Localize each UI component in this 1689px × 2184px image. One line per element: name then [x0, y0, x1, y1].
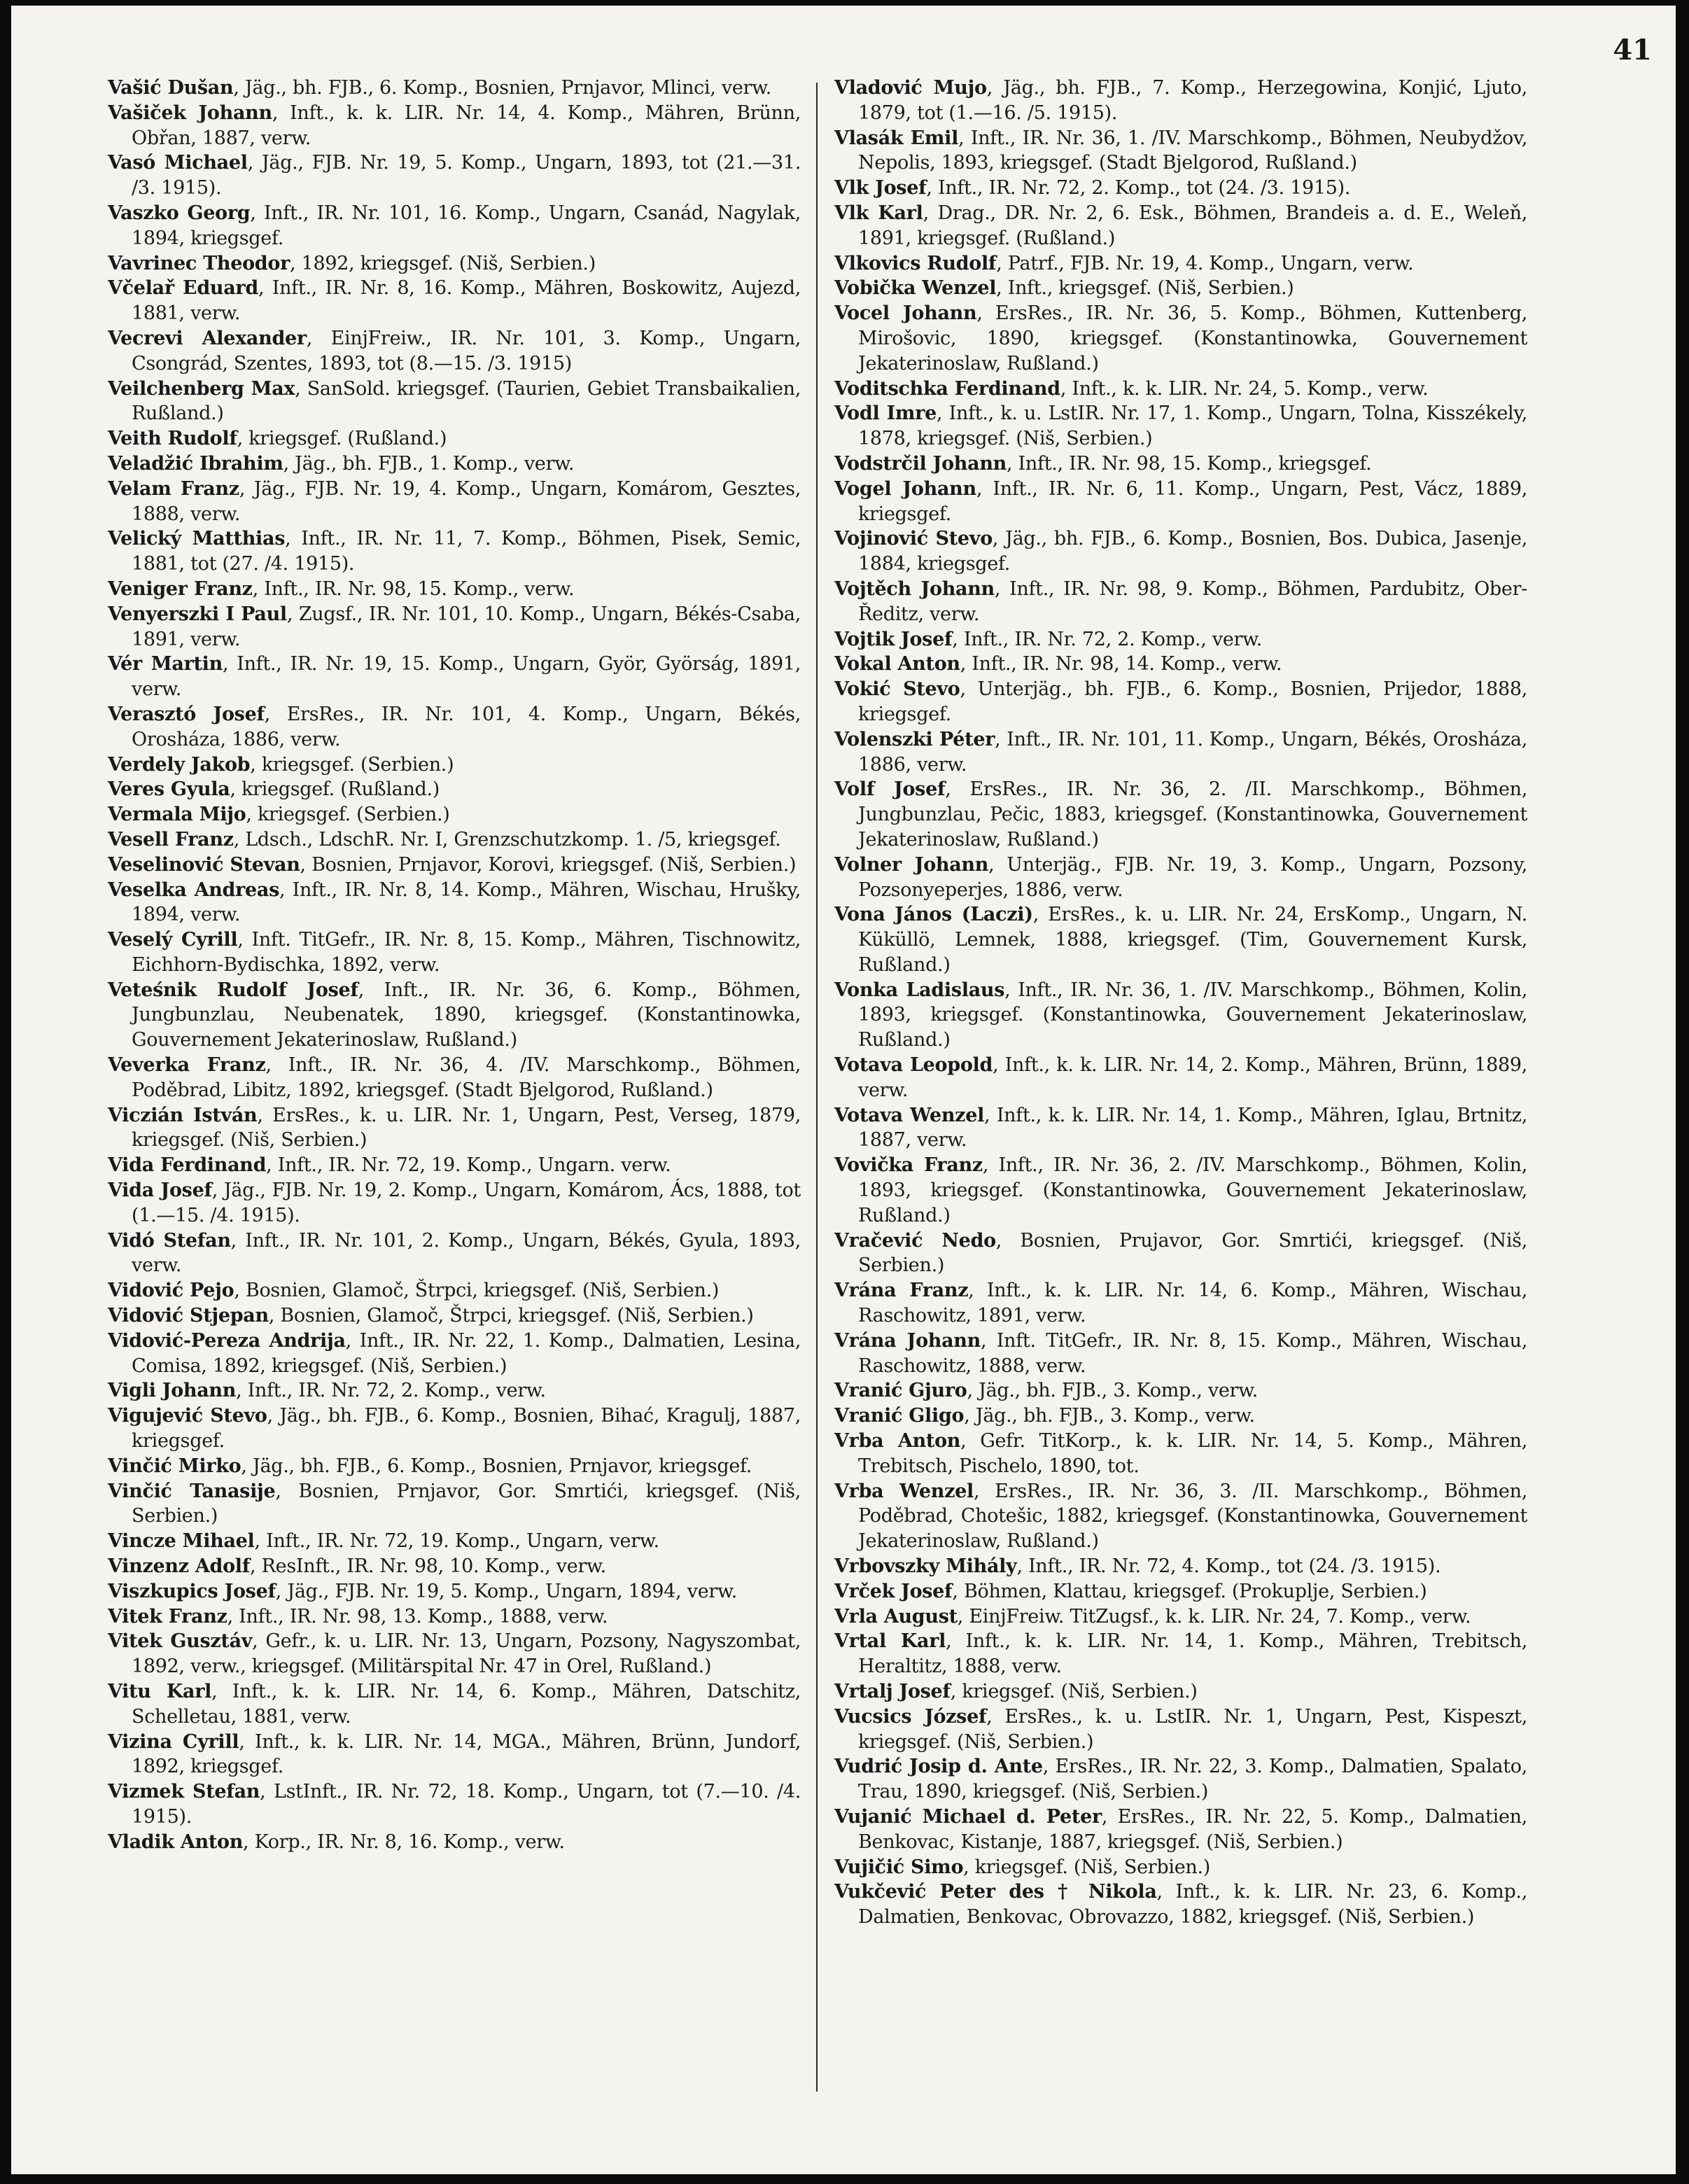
list-entry [108, 76, 801, 101]
entry-details: , Inft., IR. Nr. 36, 1. /IV. Marschkomp., Böhmen, Neubydžov, Nepolis, 1893, kriegsgef. (Stadt Bjelgorod, Rußland.) [858, 127, 1527, 174]
entry-name: Vinčić Mirko [108, 1455, 241, 1477]
entry-details: , Inft., IR. Nr. 72, 2. Komp., verw. [236, 1380, 546, 1402]
entry-name: Vona János (Laczi) [834, 904, 1033, 926]
list-entry [834, 1404, 1527, 1429]
list-entry [108, 1579, 801, 1604]
list-entry [108, 326, 801, 377]
list-entry [108, 978, 801, 1053]
entry-name: Vidó Stefan [108, 1229, 231, 1252]
entry-details: , kriegsgef. (Serbien.) [246, 804, 450, 826]
entry-details: , ErsRes., IR. Nr. 36, 3. /II. Marschkomp., Böhmen, Poděbrad, Chotešic, 1882, kriegsgef. (Konstantinowka, Gouvernement Jekaterinoslaw, Rußland.) [858, 1480, 1527, 1553]
list-entry [834, 1754, 1527, 1805]
entry-details: , kriegsgef. (Rußland.) [230, 778, 440, 801]
list-entry [834, 1378, 1527, 1404]
entry-details: , Inft., IR. Nr. 101, 16. Komp., Ungarn, Csanád, Nagylak, 1894, kriegsgef. [132, 202, 801, 249]
entry-details: , Jäg., bh. FJB., 3. Komp., verw. [964, 1405, 1255, 1427]
entry-name: Vavrinec Theodor [108, 252, 290, 274]
entry-name: Veilchenberg Max [108, 377, 295, 400]
entry-name: Vaszko Georg [108, 202, 251, 224]
entry-details: , Inft., IR. Nr. 72, 2. Komp., verw. [952, 628, 1262, 650]
entry-name: Vlasák Emil [834, 127, 959, 149]
entry-details: , Inft., IR. Nr. 72, 2. Komp., tot (24. /3. 1915). [926, 177, 1351, 200]
list-entry [834, 1679, 1527, 1704]
list-entry [834, 1479, 1527, 1554]
list-entry [834, 1053, 1527, 1103]
entry-name: Vašiček Johann [108, 102, 272, 124]
entry-details: , Inft. TitGefr., IR. Nr. 8, 15. Komp., Mähren, Wischau, Raschowitz, 1888, verw. [858, 1329, 1528, 1377]
entry-details: , Patrf., FJB. Nr. 19, 4. Komp., Ungarn, verw. [996, 252, 1414, 274]
entry-name: Veselinović Stevan [108, 853, 300, 876]
list-entry [108, 150, 801, 201]
list-entry [108, 1629, 801, 1679]
list-entry [834, 176, 1527, 201]
entry-details: , Jäg., bh. FJB., 3. Komp., verw. [967, 1380, 1259, 1402]
entry-details: , Unterjäg., FJB. Nr. 19, 3. Komp., Ungarn, Pozsony, Pozsonyeperjes, 1886, verw. [858, 853, 1527, 901]
entry-details: , Böhmen, Klattau, kriegsgef. (Prokuplje, Serbien.) [952, 1580, 1427, 1602]
list-entry [108, 802, 801, 827]
entry-details: , Jäg., bh. FJB., 7. Komp., Herzegowina, Konjić, Ljuto, 1879, tot (1.—16. /5. 1915). [858, 77, 1527, 124]
entry-details: , Jäg., bh. FJB., 6. Komp., Bosnien, Bos. Dubica, Jasenje, 1884, kriegsgef. [858, 528, 1527, 575]
entry-details: , ErsRes., IR. Nr. 36, 5. Komp., Böhmen, Kuttenberg, Mirošovic, 1890, kriegsgef. (Konstantinowka, Gouvernement Jekaterinoslaw, Rußland.) [858, 302, 1528, 374]
list-entry [108, 1278, 801, 1303]
entry-name: Viszkupics Josef [108, 1580, 276, 1602]
entry-name: Venyerszki I Paul [108, 603, 287, 625]
list-entry [834, 1805, 1527, 1855]
list-entry [108, 1604, 801, 1630]
entry-name: Vladik Anton [108, 1830, 244, 1853]
list-entry [108, 1479, 801, 1530]
entry-details: , Jäg., FJB. Nr. 19, 4. Komp., Ungarn, Komárom, Gesztes, 1888, verw. [132, 477, 801, 525]
list-entry [834, 677, 1527, 727]
entry-name: Včelař Eduard [108, 277, 258, 300]
entry-details: , Bosnien, Glamoč, Štrpci, kriegsgef. (Niš, Serbien.) [234, 1280, 720, 1302]
list-entry [108, 1779, 801, 1830]
list-entry [108, 1103, 801, 1154]
entry-details: , Inft., k. k. LIR. Nr. 14, 4. Komp., Mähren, Brünn, Obřan, 1887, verw. [132, 102, 801, 149]
entry-name: Vér Martin [108, 653, 223, 676]
entry-name: Vrbovszky Mihály [834, 1555, 1017, 1578]
entry-name: Votava Leopold [834, 1054, 993, 1077]
entry-name: Vojtik Josef [834, 628, 953, 650]
list-entry [834, 76, 1527, 126]
entry-name: Veith Rudolf [108, 428, 237, 450]
entry-name: Veres Gyula [108, 778, 230, 801]
entry-details: , Jäg., bh. FJB., 6. Komp., Bosnien, Prnjavor, Mlinci, verw. [233, 77, 772, 99]
list-entry [108, 827, 801, 853]
entry-name: Vrána Johann [834, 1329, 981, 1352]
entry-name: Vucsics József [834, 1705, 987, 1728]
entry-details: , Bosnien, Prujavor, Gor. Smrtići, kriegsgef. (Niš, Serbien.) [858, 1229, 1527, 1277]
entry-details: , Inft., IR. Nr. 72, 19. Komp., Ungarn, verw. [254, 1530, 659, 1553]
entry-name: Volner Johann [834, 853, 989, 876]
entry-details: , Inft., k. u. LstIR. Nr. 17, 1. Komp., Ungarn, Tolna, Kisszékely, 1878, kriegsgef. (Niš, Serbien.) [858, 402, 1527, 450]
entry-details: , Inft., IR. Nr. 101, 11. Komp., Ungarn, Békés, Orosháza, 1886, verw. [858, 728, 1528, 776]
entry-name: Vida Josef [108, 1180, 212, 1202]
entry-name: Viczián István [108, 1104, 258, 1126]
entry-name: Verasztó Josef [108, 703, 265, 725]
entry-details: , Drag., DR. Nr. 2, 6. Esk., Böhmen, Brandeis a. d. E., Weleň, 1891, kriegsgef. (Rußland.) [858, 202, 1527, 249]
list-entry [834, 1103, 1527, 1154]
entry-details: , EinjFreiw., IR. Nr. 101, 3. Komp., Ungarn, Csongrád, Szentes, 1893, tot (8.—15. /3. 1915) [132, 327, 801, 374]
entry-name: Vranić Gjuro [834, 1380, 967, 1402]
entry-details: , Bosnien, Glamoč, Štrpci, kriegsgef. (Niš, Serbien.) [268, 1305, 754, 1327]
list-entry [108, 853, 801, 878]
entry-name: Vlk Karl [834, 202, 923, 224]
list-entry [108, 752, 801, 778]
list-entry [108, 426, 801, 451]
list-entry [108, 777, 801, 802]
entry-details: , Jäg., bh. FJB., 6. Komp., Bosnien, Prnjavor, kriegsgef. [241, 1455, 752, 1477]
entry-name: Vidović-Pereza Andrija [108, 1329, 346, 1352]
entry-name: Vodstrčil Johann [834, 452, 1007, 475]
entry-name: Vitek Gusztáv [108, 1630, 253, 1653]
list-entry [834, 902, 1527, 977]
entry-name: Vrba Anton [834, 1430, 961, 1452]
list-entry [834, 477, 1527, 527]
list-entry [834, 627, 1527, 652]
entry-name: Vinzenz Adolf [108, 1555, 251, 1578]
entry-name: Veniger Franz [108, 578, 253, 600]
entry-details: , Inft., IR. Nr. 72, 4. Komp., tot (24. /3. 1915). [1016, 1555, 1441, 1578]
entry-details: , Inft., k. k. LIR. Nr. 14, 1. Komp., Mähren, Iglau, Brtnitz, 1887, verw. [858, 1104, 1528, 1152]
document-page [11, 6, 1676, 2174]
entry-details: , EinjFreiw. TitZugsf., k. k. LIR. Nr. 24, 7. Komp., verw. [957, 1605, 1471, 1628]
list-entry [108, 927, 801, 978]
list-entry [108, 1454, 801, 1479]
list-entry [108, 1178, 801, 1228]
entry-name: Vlk Josef [834, 177, 927, 200]
entry-details: , Jäg., bh. FJB., 6. Komp., Bosnien, Bihać, Kragulj, 1887, kriegsgef. [132, 1405, 801, 1452]
left-column [108, 76, 801, 1855]
list-entry [108, 652, 801, 702]
list-entry [108, 1404, 801, 1454]
list-entry [834, 1429, 1527, 1479]
entry-details: , Inft., IR. Nr. 11, 7. Komp., Böhmen, Pisek, Semic, 1881, tot (27. /4. 1915). [132, 528, 801, 575]
entry-details: , Inft., kriegsgef. (Niš, Serbien.) [996, 277, 1294, 300]
list-entry [108, 1228, 801, 1279]
list-entry [834, 1329, 1527, 1379]
entry-details: , Jäg., FJB. Nr. 19, 2. Komp., Ungarn, Komárom, Ács, 1888, tot (1.—15. /4. 1915). [132, 1180, 801, 1226]
entry-details: , Inft., k. k. LIR. Nr. 14, 1. Komp., Mähren, Trebitsch, Heraltitz, 1888, verw. [858, 1630, 1527, 1678]
entry-details: , SanSold. kriegsgef. (Taurien, Gebiet Transbaikalien, Rußland.) [132, 377, 801, 425]
entry-name: Vecrevi Alexander [108, 327, 307, 349]
entry-name: Vrla August [834, 1605, 958, 1628]
entry-name: Vigujević Stevo [108, 1405, 267, 1427]
entry-name: Vračević Nedo [834, 1229, 996, 1252]
entry-name: Vrček Josef [834, 1580, 953, 1602]
right-column [834, 76, 1527, 1930]
entry-name: Vrtal Karl [834, 1630, 946, 1653]
entry-details: , Jäg., FJB. Nr. 19, 5. Komp., Ungarn, 1894, verw. [275, 1580, 737, 1602]
entry-name: Verdely Jakob [108, 753, 251, 776]
entry-name: Vudrić Josip d. Ante [834, 1756, 1043, 1778]
entry-details: , Inft., k. k. LIR. Nr. 14, 6. Komp., Mähren, Datschitz, Schelletau, 1881, verw. [132, 1681, 801, 1728]
entry-details: , Inft., IR. Nr. 36, 1. /IV. Marschkomp., Böhmen, Kolin, 1893, kriegsgef. (Konstantinowka, Gouvernement Jekaterinoslaw, Rußland.) [858, 979, 1527, 1051]
list-entry [108, 276, 801, 326]
entry-name: Volf Josef [834, 778, 946, 801]
list-entry [108, 1830, 801, 1855]
list-entry [834, 577, 1527, 627]
list-entry [834, 1604, 1527, 1630]
entry-name: Vujičić Simo [834, 1856, 964, 1878]
entry-name: Vranić Gligo [834, 1405, 965, 1427]
list-entry [108, 702, 801, 752]
list-entry [108, 1554, 801, 1579]
list-entry [834, 1704, 1527, 1755]
list-entry [108, 451, 801, 477]
page-number: 41 [1613, 34, 1652, 66]
column-divider [816, 83, 818, 2092]
entry-details: , Jäg., bh. FJB., 1. Komp., verw. [283, 452, 575, 475]
entry-details: , Zugsf., IR. Nr. 101, 10. Komp., Ungarn, Békés-Csaba, 1891, verw. [132, 603, 801, 650]
list-entry [834, 1629, 1527, 1679]
list-entry [834, 401, 1527, 451]
entry-details: , Gefr. TitKorp., k. k. LIR. Nr. 14, 5. Komp., Mähren, Trebitsch, Pischelo, 1890, tot. [858, 1430, 1528, 1477]
list-entry [108, 201, 801, 251]
entry-details: , Inft., IR. Nr. 98, 15. Komp., verw. [252, 578, 575, 600]
entry-details: , ErsRes., k. u. LIR. Nr. 1, Ungarn, Pest, Verseg, 1879, kriegsgef. (Niš, Serbien.) [132, 1104, 801, 1152]
list-entry [834, 377, 1527, 402]
list-entry [834, 1855, 1527, 1880]
entry-name: Vonka Ladislaus [834, 979, 1005, 1001]
entry-details: , Unterjäg., bh. FJB., 6. Komp., Bosnien, Prijedor, 1888, kriegsgef. [858, 678, 1527, 725]
entry-name: Vocel Johann [834, 302, 977, 325]
entry-details: , Inft., k. k. LIR. Nr. 23, 6. Komp., Dalmatien, Benkovac, Obrovazzo, 1882, kriegsgef. (Niš, Serbien.) [858, 1881, 1528, 1928]
entry-details: , kriegsgef. (Niš, Serbien.) [963, 1856, 1211, 1878]
entry-name: Vrtalj Josef [834, 1681, 951, 1702]
entry-details: , ResInft., IR. Nr. 98, 10. Komp., verw. [250, 1555, 606, 1578]
list-entry [834, 978, 1527, 1053]
entry-details: , LstInft., IR. Nr. 72, 18. Komp., Ungarn, tot (7.—10. /4. 1915). [132, 1781, 801, 1828]
entry-name: Vrba Wenzel [834, 1480, 974, 1502]
list-entry [108, 602, 801, 652]
list-entry [108, 377, 801, 427]
list-entry [108, 101, 801, 151]
list-entry [834, 276, 1527, 301]
entry-name: Votava Wenzel [834, 1104, 985, 1126]
list-entry [108, 1378, 801, 1404]
entry-name: Veteśnik Rudolf Josef [108, 979, 358, 1001]
list-entry [834, 1579, 1527, 1604]
list-entry [108, 251, 801, 276]
list-entry [834, 1278, 1527, 1329]
entry-name: Volenszki Péter [834, 728, 995, 750]
entry-name: Vlkovics Rudolf [834, 252, 997, 274]
entry-details: , Inft., k. k. LIR. Nr. 14, 6. Komp., Mähren, Wischau, Raschowitz, 1891, verw. [858, 1280, 1527, 1327]
entry-name: Vida Ferdinand [108, 1154, 267, 1177]
entry-name: Vizina Cyrill [108, 1730, 239, 1753]
entry-details: , Inft., IR. Nr. 36, 2. /IV. Marschkomp., Böhmen, Kolin, 1893, kriegsgef. (Konstantinowka, Gouvernement Jekaterinoslaw, Rußland.) [858, 1154, 1527, 1226]
entry-details: , kriegsgef. (Rußland.) [237, 428, 447, 450]
list-entry [108, 1153, 801, 1178]
entry-name: Veselý Cyrill [108, 929, 238, 951]
entry-details: , Inft., k. k. LIR. Nr. 14, MGA., Mähren, Brünn, Jundorf, 1892, kriegsgef. [132, 1730, 801, 1778]
entry-details: , Inft., IR. Nr. 98, 9. Komp., Böhmen, Pardubitz, Ober-Ředitz, verw. [858, 578, 1527, 625]
entry-name: Vokić Stevo [834, 678, 960, 701]
list-entry [834, 126, 1527, 176]
list-entry [834, 1153, 1527, 1228]
list-entry [834, 727, 1527, 778]
entry-name: Vojtěch Johann [834, 578, 995, 600]
entry-name: Vitu Karl [108, 1681, 212, 1702]
list-entry [834, 526, 1527, 577]
entry-details: , kriegsgef. (Niš, Serbien.) [950, 1681, 1198, 1702]
entry-details: , Inft., IR. Nr. 36, 4. /IV. Marschkomp., Böhmen, Poděbrad, Libitz, 1892, kriegsgef. (Stadt Bjelgorod, Rußland.) [132, 1054, 801, 1101]
entry-name: Veselka Andreas [108, 878, 280, 901]
entry-details: , Inft. TitGefr., IR. Nr. 8, 15. Komp., Mähren, Tischnowitz, Eichhorn-Bydischka, 1892, verw. [132, 929, 801, 976]
entry-name: Veladžić Ibrahim [108, 452, 283, 475]
entry-details: , Inft., IR. Nr. 6, 11. Komp., Ungarn, Pest, Vácz, 1889, kriegsgef. [858, 477, 1527, 525]
entry-name: Vermala Mijo [108, 804, 246, 826]
entry-details: , ErsRes., IR. Nr. 22, 5. Komp., Dalmatien, Benkovac, Kistanje, 1887, kriegsgef. (Niš, Serbien.) [858, 1805, 1527, 1853]
entry-details: , Inft., IR. Nr. 101, 2. Komp., Ungarn, Békés, Gyula, 1893, verw. [132, 1229, 801, 1277]
list-entry [834, 652, 1527, 677]
list-entry [108, 1730, 801, 1780]
entry-name: Vogel Johann [834, 477, 976, 500]
entry-details: , ErsRes., IR. Nr. 22, 3. Komp., Dalmatien, Spalato, Trau, 1890, kriegsgef. (Niš, Serbien.) [858, 1756, 1527, 1803]
entry-details: , kriegsgef. (Serbien.) [250, 753, 454, 776]
entry-details: , Inft., IR. Nr. 98, 15. Komp., kriegsgef. [1006, 452, 1372, 475]
list-entry [108, 1053, 801, 1103]
entry-name: Vukčević Peter des † Nikola [834, 1881, 1157, 1903]
entry-name: Voditschka Ferdinand [834, 377, 1060, 400]
entry-name: Vidović Stjepan [108, 1305, 269, 1327]
entry-details: , ErsRes., k. u. LstIR. Nr. 1, Ungarn, Pest, Kispeszt, kriegsgef. (Niš, Serbien.) [858, 1705, 1527, 1753]
list-entry [834, 451, 1527, 477]
entry-details: , ErsRes., IR. Nr. 101, 4. Komp., Ungarn, Békés, Orosháza, 1886, verw. [132, 703, 801, 750]
entry-name: Velický Matthias [108, 528, 286, 550]
entry-details: , Inft., IR. Nr. 8, 16. Komp., Mähren, Boskowitz, Aujezd, 1881, verw. [132, 277, 801, 325]
entry-name: Vizmek Stefan [108, 1781, 260, 1803]
entry-name: Vitek Franz [108, 1605, 227, 1628]
entry-name: Vasó Michael [108, 152, 248, 174]
entry-name: Vrána Franz [834, 1280, 969, 1302]
entry-details: , Gefr., k. u. LIR. Nr. 13, Ungarn, Pozsony, Nagyszombat, 1892, verw., kriegsgef. (Militärspital Nr. 47 in Orel, Rußland.) [132, 1630, 801, 1678]
list-entry [108, 577, 801, 602]
entry-name: Vobička Wenzel [834, 277, 997, 300]
entry-name: Vladović Mujo [834, 77, 987, 99]
list-entry [834, 1554, 1527, 1579]
list-entry [108, 1679, 801, 1730]
entry-name: Vodl Imre [834, 402, 937, 425]
list-entry [108, 1329, 801, 1379]
entry-details: , Inft., IR. Nr. 22, 1. Komp., Dalmatien, Lesina, Comisa, 1892, kriegsgef. (Niš, Serbien.) [132, 1329, 801, 1377]
entry-details: , Inft., IR. Nr. 36, 6. Komp., Böhmen, Jungbunzlau, Neubenatek, 1890, kriegsgef. (Konstantinowka, Gouvernement Jekaterinoslaw, Rußland.) [132, 979, 801, 1051]
entry-name: Veverka Franz [108, 1054, 266, 1077]
entry-name: Vovička Franz [834, 1154, 983, 1177]
entry-name: Vašić Dušan [108, 77, 234, 99]
entry-name: Vujanić Michael d. Peter [834, 1805, 1102, 1828]
entry-name: Vesell Franz [108, 828, 234, 850]
list-entry [108, 526, 801, 577]
entry-details: , Inft., k. k. LIR. Nr. 14, 2. Komp., Mähren, Brünn, 1889, verw. [858, 1054, 1527, 1101]
entry-details: , Bosnien, Prnjavor, Gor. Smrtići, kriegsgef. (Niš, Serbien.) [132, 1480, 801, 1527]
list-entry [108, 1529, 801, 1554]
list-entry [834, 1228, 1527, 1279]
entry-details: , ErsRes., IR. Nr. 36, 2. /II. Marschkomp., Böhmen, Jungbunzlau, Pečic, 1883, kriegsgef. (Konstantinowka, Gouvernement Jekaterinoslaw, Rußland.) [858, 778, 1528, 850]
entry-details: , ErsRes., k. u. LIR. Nr. 24, ErsKomp., Ungarn, N. Küküllö, Lemnek, 1888, kriegsgef. (Tim, Gouvernement Kursk, Rußland.) [858, 904, 1527, 976]
list-entry [108, 1303, 801, 1329]
entry-details: , Ldsch., LdschR. Nr. I, Grenzschutzkomp. 1. /5, kriegsgef. [233, 828, 781, 850]
entry-name: Vinčić Tanasije [108, 1480, 276, 1502]
entry-name: Vigli Johann [108, 1380, 237, 1402]
list-entry [834, 1879, 1527, 1930]
entry-details: , Inft., IR. Nr. 72, 19. Komp., Ungarn. verw. [266, 1154, 671, 1177]
entry-details: , Korp., IR. Nr. 8, 16. Komp., verw. [243, 1830, 565, 1853]
entry-name: Velam Franz [108, 477, 239, 500]
entry-details: , Inft., IR. Nr. 98, 13. Komp., 1888, verw. [227, 1605, 608, 1628]
entry-name: Vincze Mihael [108, 1530, 255, 1553]
list-entry [108, 878, 801, 928]
entry-name: Vokal Anton [834, 653, 960, 676]
list-entry [108, 477, 801, 527]
list-entry [834, 853, 1527, 903]
list-entry [834, 777, 1527, 852]
entry-details: , Inft., k. k. LIR. Nr. 24, 5. Komp., verw. [1060, 377, 1429, 400]
entry-details: , Bosnien, Prnjavor, Korovi, kriegsgef. (Niš, Serbien.) [300, 853, 797, 876]
entry-details: , 1892, kriegsgef. (Niš, Serbien.) [290, 252, 596, 274]
entry-details: , Inft., IR. Nr. 8, 14. Komp., Mähren, Wischau, Hrušky, 1894, verw. [132, 878, 801, 926]
list-entry [834, 201, 1527, 251]
list-entry [834, 251, 1527, 276]
list-entry [834, 301, 1527, 376]
entry-details: , Jäg., FJB. Nr. 19, 5. Komp., Ungarn, 1893, tot (21.—31. /3. 1915). [132, 152, 801, 200]
entry-details: , Inft., IR. Nr. 19, 15. Komp., Ungarn, Györ, Györság, 1891, verw. [132, 653, 801, 701]
entry-details: , Inft., IR. Nr. 98, 14. Komp., verw. [960, 653, 1282, 676]
entry-name: Vojinović Stevo [834, 528, 993, 550]
entry-name: Vidović Pejo [108, 1280, 234, 1302]
